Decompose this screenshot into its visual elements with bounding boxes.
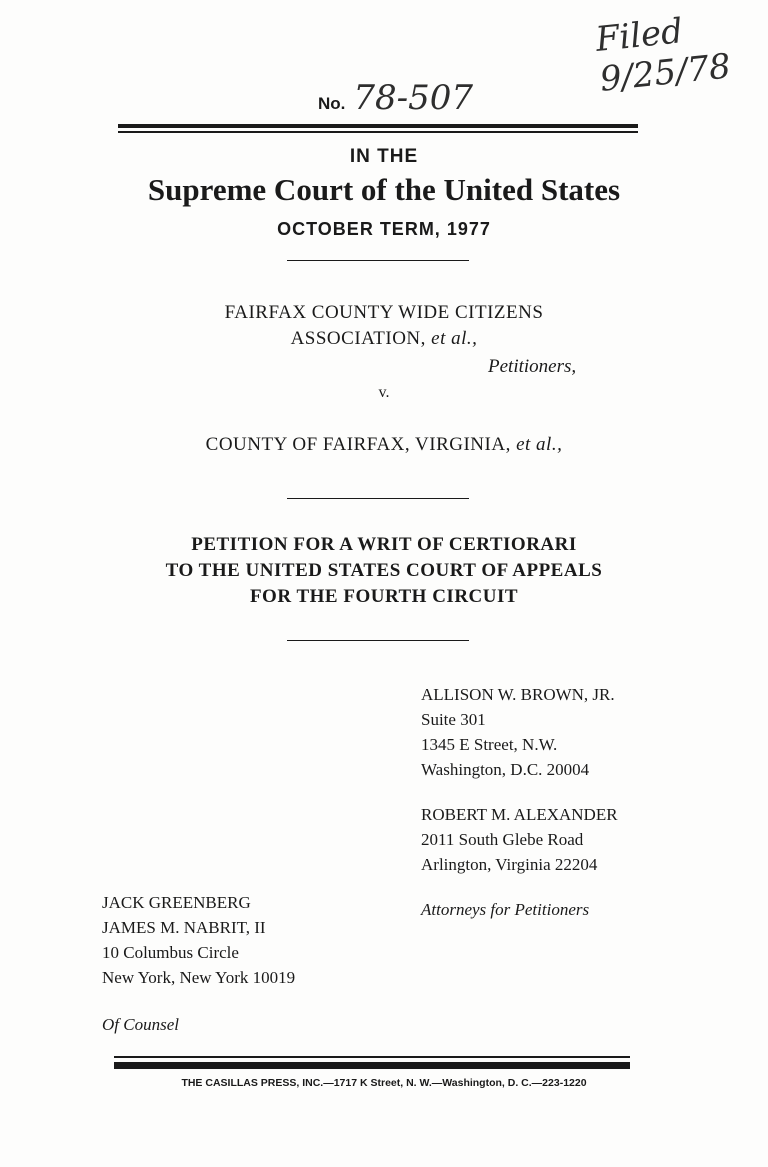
divider-2 [287, 498, 469, 499]
divider-3 [287, 640, 469, 641]
attorney-name: ROBERT M. ALEXANDER [421, 805, 618, 824]
petition-title-line: PETITION FOR A WRIT OF CERTIORARI [191, 534, 577, 555]
printer-imprint: THE CASILLAS PRESS, INC.—1717 K Street, N. W.—Washington, D. C.—223-1220 [181, 1077, 587, 1089]
respondent-county: COUNTY OF FAIRFAX, VIRGINIA, [205, 434, 511, 455]
top-rule-thick [118, 124, 638, 128]
docket-handwritten-number: 78-507 [353, 78, 474, 118]
attorney-name: ALLISON W. BROWN, JR. [421, 685, 615, 704]
docket-number [318, 78, 473, 118]
attorney-address-line: Washington, D.C. 20004 [421, 760, 590, 779]
counsel-role: Of Counsel [102, 1015, 179, 1034]
petition-title [0, 532, 768, 610]
counsel-name: JAMES M. NABRIT, II [102, 918, 266, 937]
attorney-address-line: 1345 E Street, N.W. [421, 735, 558, 754]
attorney-block [421, 682, 618, 922]
attorney-address-line: 2011 South Glebe Road [421, 830, 584, 849]
attorney-address-line: Suite 301 [421, 710, 486, 729]
divider-1 [287, 260, 469, 261]
court-name: Supreme Court of the United States [147, 172, 621, 207]
petition-title-line: TO THE UNITED STATES COURT OF APPEALS [165, 560, 603, 581]
top-rule-thin [118, 131, 638, 133]
bottom-rule-thin [114, 1056, 630, 1058]
counsel-address-line: New York, New York 10019 [102, 968, 296, 987]
petitioner-association: ASSOCIATION, [290, 328, 426, 349]
petition-title-line: FOR THE FOURTH CIRCUIT [249, 586, 519, 607]
petitioner-name-line2 [0, 328, 768, 350]
attorneys-role: Attorneys for Petitioners [421, 900, 590, 919]
counsel-name: JACK GREENBERG [102, 893, 251, 912]
petitioner-name-line1: FAIRFAX COUNTY WIDE CITIZENS [224, 302, 544, 323]
petitioner-etal: et al., [431, 328, 478, 349]
court-term: OCTOBER TERM, 1977 [277, 219, 491, 239]
bottom-rule-thick [114, 1062, 630, 1069]
filing-stamp: Filed 9/25/78 [593, 11, 733, 100]
versus: v. [378, 384, 390, 401]
docket-prefix: No. [318, 94, 346, 113]
attorney-address-line: Arlington, Virginia 22204 [421, 855, 598, 874]
counsel-address-line: 10 Columbus Circle [102, 943, 239, 962]
counsel-block [102, 890, 295, 1037]
in-the-heading: IN THE [349, 146, 419, 167]
respondent-name [0, 434, 768, 456]
respondent-etal: et al., [516, 434, 563, 455]
petitioner-role: Petitioners, [488, 356, 577, 377]
